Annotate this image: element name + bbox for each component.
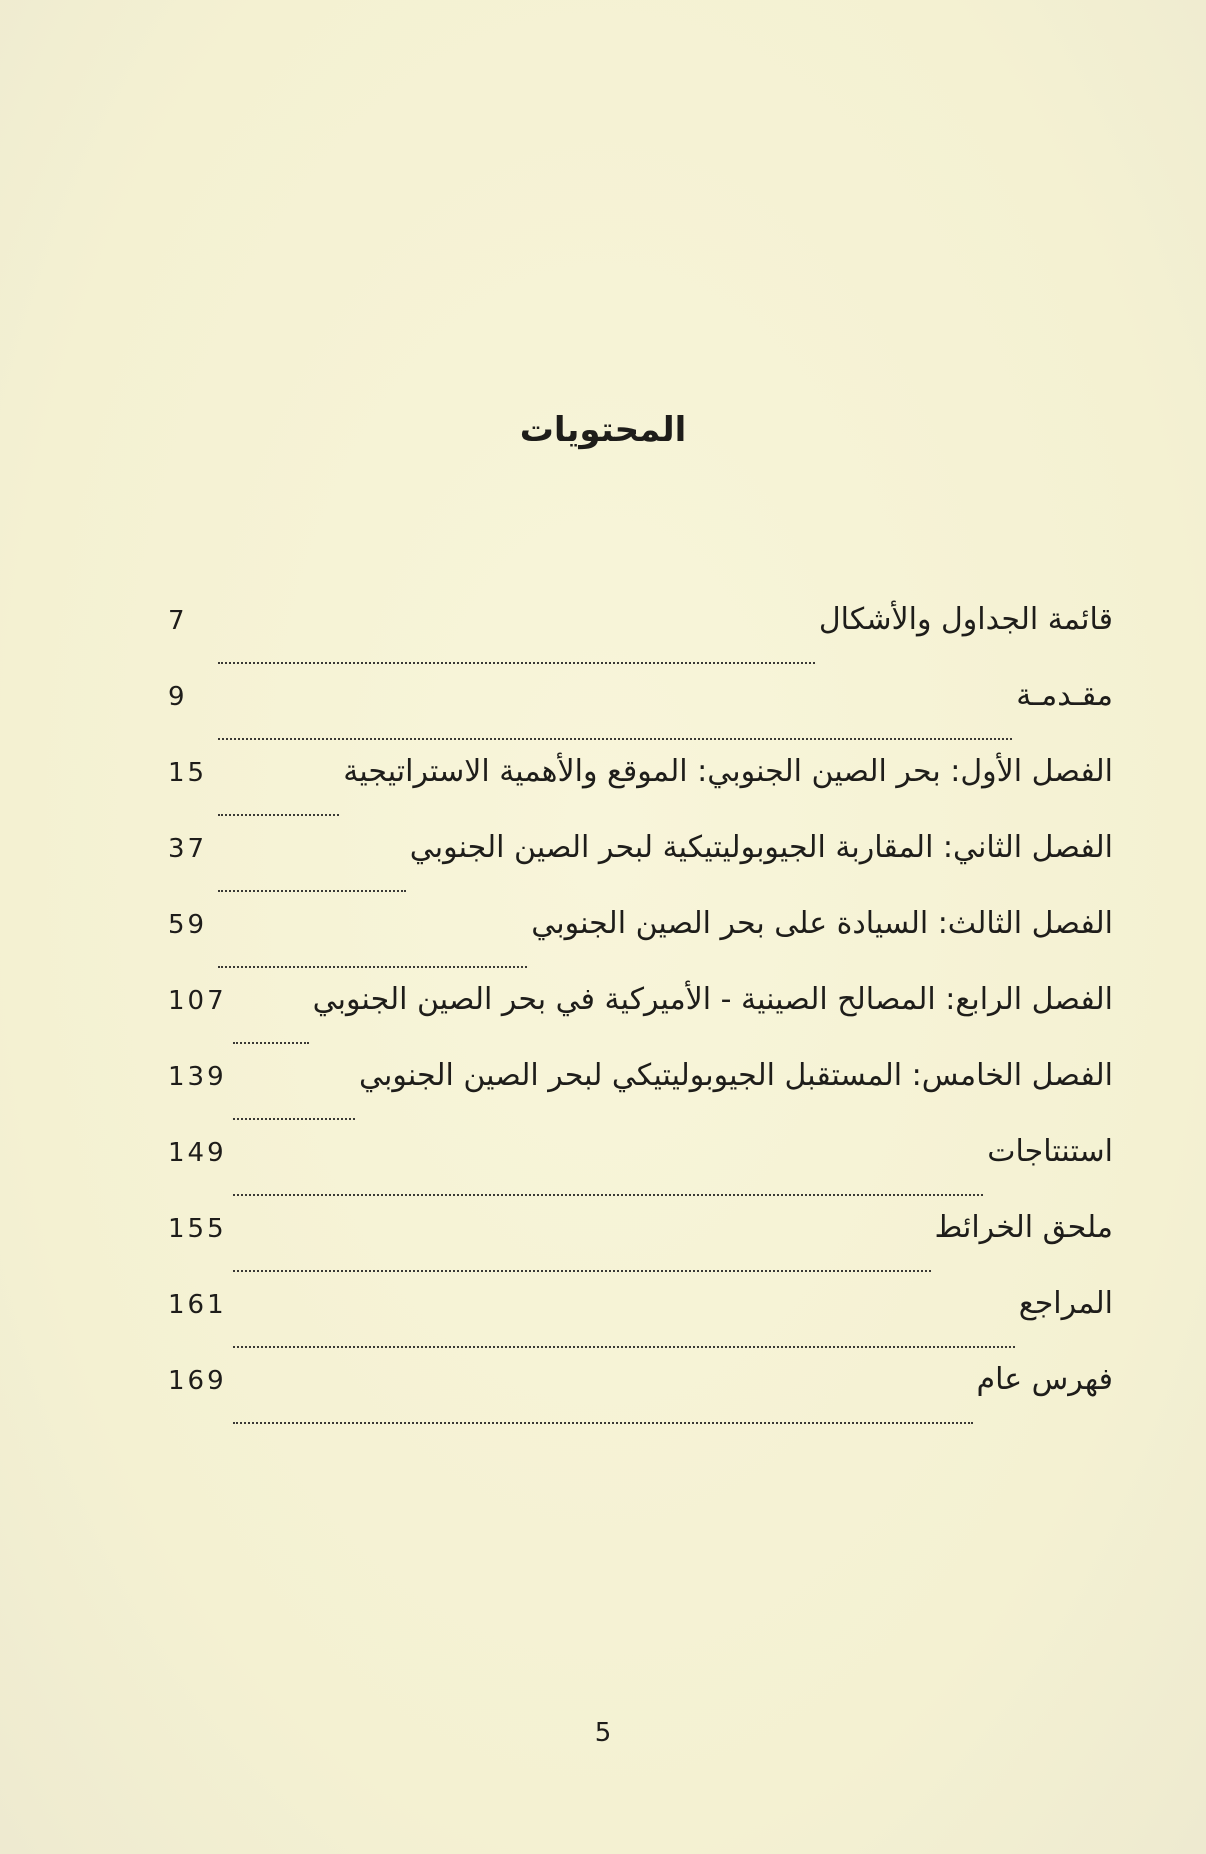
dot-leader — [218, 966, 527, 968]
dot-leader — [218, 890, 406, 892]
toc-entry-page: 15 — [168, 758, 208, 788]
toc-entry-page: 169 — [168, 1366, 227, 1396]
toc-entry — [168, 1210, 1113, 1286]
toc-entry — [168, 678, 1113, 754]
toc-entry-page: 161 — [168, 1290, 227, 1320]
dot-leader — [233, 1118, 355, 1120]
toc-entry-page: 149 — [168, 1138, 227, 1168]
toc-entry-label: الفصل الثالث: السيادة على بحر الصين الجنوبي — [531, 906, 1113, 941]
dot-leader — [218, 814, 339, 816]
page-number: 5 — [594, 1718, 612, 1748]
toc-entry-page: 7 — [168, 606, 188, 636]
page-title: المحتويات — [519, 410, 687, 450]
toc-entry-label: فهرس عام — [976, 1362, 1113, 1397]
toc-entry-label: استنتاجات — [987, 1134, 1113, 1169]
toc-entry-page: 107 — [168, 986, 227, 1016]
toc-entry-label: الفصل الأول: بحر الصين الجنوبي: الموقع والأهمية الاستراتيجية — [343, 754, 1113, 789]
toc-entry-label: المراجع — [1018, 1286, 1113, 1321]
toc-entry-label: قائمة الجداول والأشكال — [818, 602, 1113, 637]
toc-entry — [168, 754, 1113, 830]
table-of-contents — [168, 602, 1113, 1438]
toc-entry-label: ملحق الخرائط — [934, 1210, 1113, 1245]
toc-entry-page: 9 — [168, 682, 188, 712]
toc-entry — [168, 906, 1113, 982]
toc-entry-page: 37 — [168, 834, 208, 864]
toc-entry-page: 139 — [168, 1062, 227, 1092]
toc-entry — [168, 1362, 1113, 1438]
toc-entry-label: الفصل الخامس: المستقبل الجيوبوليتيكي لبحر الصين الجنوبي — [359, 1058, 1113, 1093]
dot-leader — [233, 1194, 984, 1196]
toc-entry — [168, 1286, 1113, 1362]
dot-leader — [233, 1270, 931, 1272]
dot-leader — [218, 662, 815, 664]
toc-entry-label: مقـدمـة — [1016, 678, 1113, 713]
toc-entry — [168, 982, 1113, 1058]
toc-entry — [168, 1134, 1113, 1210]
dot-leader — [233, 1422, 973, 1424]
toc-entry-label: الفصل الرابع: المصالح الصينية - الأميركية في بحر الصين الجنوبي — [312, 982, 1113, 1017]
dot-leader — [233, 1346, 1015, 1348]
toc-entry-page: 59 — [168, 910, 208, 940]
toc-entry-label: الفصل الثاني: المقاربة الجيوبوليتيكية لبحر الصين الجنوبي — [409, 830, 1113, 865]
toc-entry — [168, 1058, 1113, 1134]
toc-entry — [168, 830, 1113, 906]
toc-entry — [168, 602, 1113, 678]
dot-leader — [218, 738, 1012, 740]
toc-entry-page: 155 — [168, 1214, 227, 1244]
dot-leader — [233, 1042, 309, 1044]
